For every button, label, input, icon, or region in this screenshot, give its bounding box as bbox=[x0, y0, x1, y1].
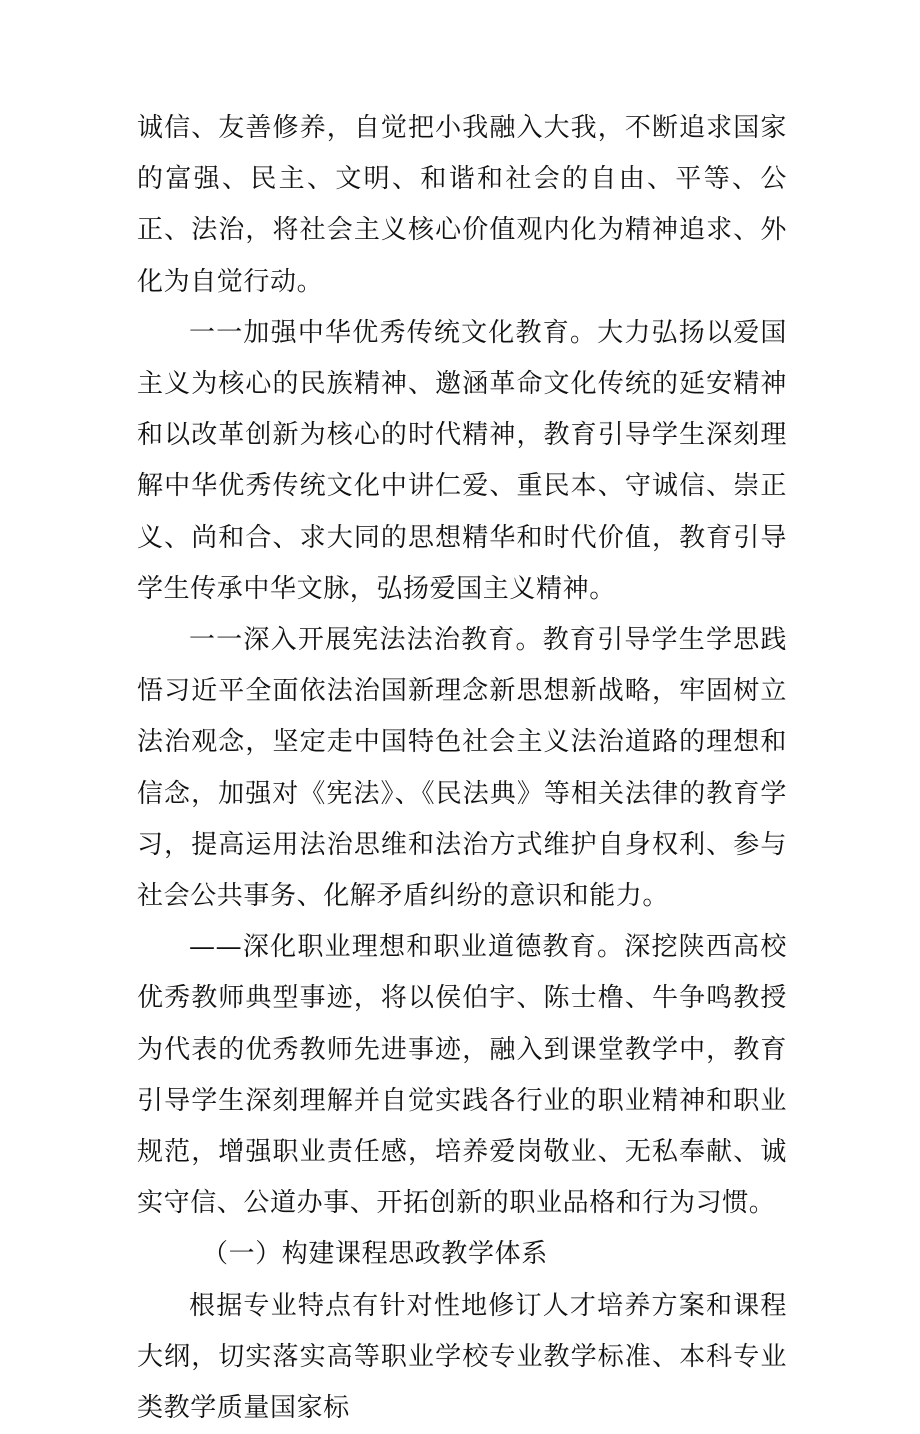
document-body bbox=[137, 103, 787, 1434]
paragraph-constitution-law: 一一深入开展宪法法治教育。教育引导学生学思践悟习近平全面依法治国新理念新思想新战略，牢固树立法治观念，坚定走中国特色社会主义法治道路的理想和信念，加强对《宪法》、《民法典》等相关法律的教育学习，提高运用法治思维和法治方式维护自身权利、参与社会公共事务、化解矛盾纠纷的意识和能力。 bbox=[137, 625, 787, 912]
paragraph-professional-ethics: ——深化职业理想和职业道德教育。深挖陕西高校优秀教师典型事迹，将以侯伯宇、陈士橹、牛争鸣教授为代表的优秀教师先进事迹，融入到课堂教学中，教育引导学生深刻理解并自觉实践各行业的职业精神和职业规范，增强职业责任感，培养爱岗敬业、无私奉献、诚实守信、公道办事、开拓创新的职业品格和行为习惯。 bbox=[137, 932, 787, 1219]
paragraph-core-values: 诚信、友善修养，自觉把小我融入大我，不断追求国家的富强、民主、文明、和谐和社会的自由、平等、公正、法治，将社会主义核心价值观内化为精神追求、外化为自觉行动。 bbox=[137, 113, 787, 297]
paragraph-curriculum: 根据专业特点有针对性地修订人才培养方案和课程大纲，切实落实高等职业学校专业教学标准、本科专业类教学质量国家标 bbox=[137, 1290, 787, 1424]
paragraph-traditional-culture: 一一加强中华优秀传统文化教育。大力弘扬以爱国主义为核心的民族精神、邀涵革命文化传统的延安精神和以改革创新为核心的时代精神，教育引导学生深刻理解中华优秀传统文化中讲仁爱、重民本、守诚信、崇正义、尚和合、求大同的思想精华和时代价值，教育引导学生传承中华文脉，弘扬爱国主义精神。 bbox=[137, 317, 787, 604]
section-heading: （一）构建课程思政教学体系 bbox=[202, 1239, 548, 1270]
